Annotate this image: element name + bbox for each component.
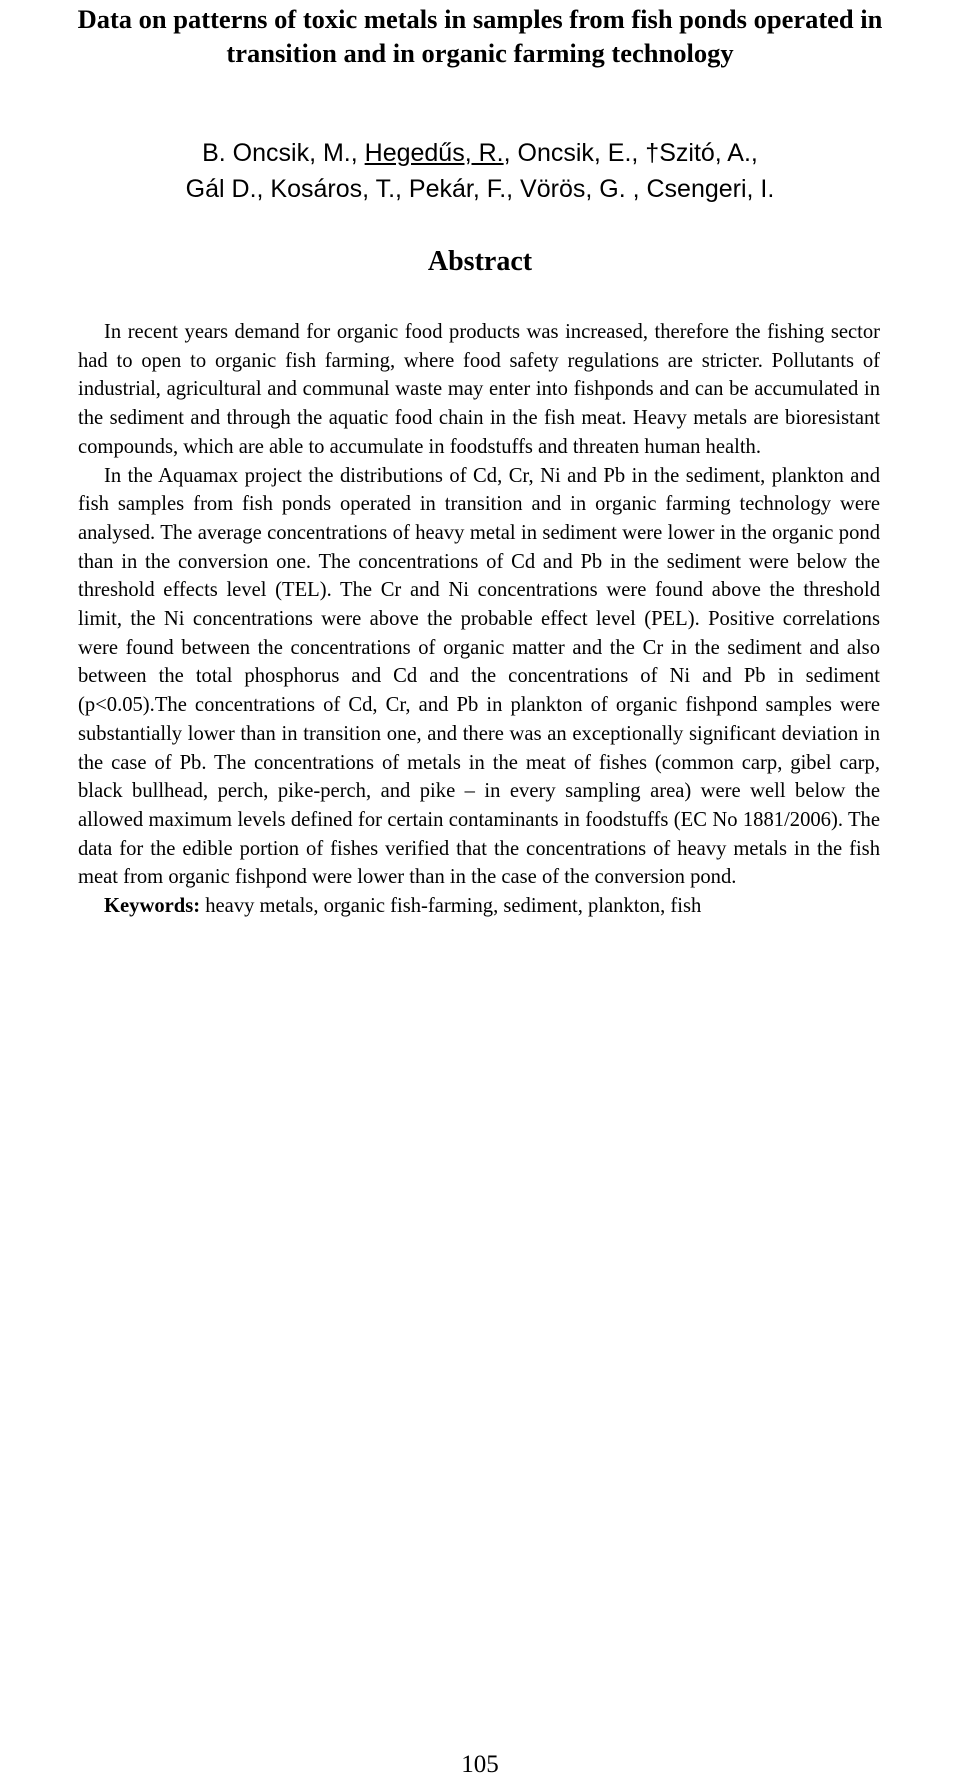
paper-title-line-2: transition and in organic farming technology bbox=[226, 38, 734, 68]
keywords-text: heavy metals, organic fish-farming, sediment, plankton, fish bbox=[200, 895, 702, 918]
authors-segment: B. Oncsik, M., bbox=[202, 139, 365, 167]
page-number: 105 bbox=[461, 1751, 499, 1778]
abstract-body bbox=[78, 318, 880, 921]
author-line-2: Gál D., Kosáros, T., Pekár, F., Vörös, G. , Csengeri, I. bbox=[185, 175, 775, 203]
keywords-label: Keywords: bbox=[104, 895, 201, 918]
abstract-heading: Abstract bbox=[427, 246, 533, 277]
paper-title-line-1: Data on patterns of toxic metals in samples from fish ponds operated in bbox=[77, 4, 883, 34]
author-line-1 bbox=[0, 135, 960, 171]
keywords-line bbox=[78, 892, 880, 921]
abstract-paragraph-2: In the Aquamax project the distributions of Cd, Cr, Ni and Pb in the sediment, plankton and fish samples from fish ponds operated in transition and in organic farming technology were analysed. The average concentrations of heavy metal in sediment were lower in the organic pond than in the conversion one. The concentrations of Cd and Pb in the sediment were below the threshold effects level (TEL). The Cr and Ni concentrations were found above the threshold limit, the Ni concentrations were above the probable effect level (PEL). Positive correlations were found between the concentrations of organic matter and the Cr in the sediment and also between the total phosphorus and Cd and the concentrations of Ni and Pb in sediment (p<0.05).The concentrations of Cd, Cr, and Pb in plankton of organic fishpond samples were substantially lower than in transition one, and there was an exceptionally significant deviation in the case of Pb. The concentrations of metals in the meat of fishes (common carp, gibel carp, black bullhead, perch, pike-perch, and pike – in every sampling area) were well below the allowed maximum levels defined for certain contaminants in foodstuffs (EC No 1881/2006). The data for the edible portion of fishes verified that the concentrations of heavy metals in the fish meat from organic fishpond were lower than in the case of the conversion pond. bbox=[78, 464, 880, 889]
author-list bbox=[0, 135, 960, 207]
paper-title bbox=[0, 2, 960, 70]
underlined-author: Hegedűs, R. bbox=[364, 139, 504, 167]
authors-segment: , Oncsik, E., †Szitó, A., bbox=[503, 139, 758, 167]
abstract-paragraph-1: In recent years demand for organic food products was increased, therefore the fishing sector had to open to organic fish farming, where food safety regulations are stricter. Pollutants of industrial, agricultural and communal waste may enter into fishponds and can be accumulated in the sediment and through the aquatic food chain in the fish meat. Heavy metals are bioresistant compounds, which are able to accumulate in foodstuffs and threaten human health. bbox=[78, 321, 880, 458]
